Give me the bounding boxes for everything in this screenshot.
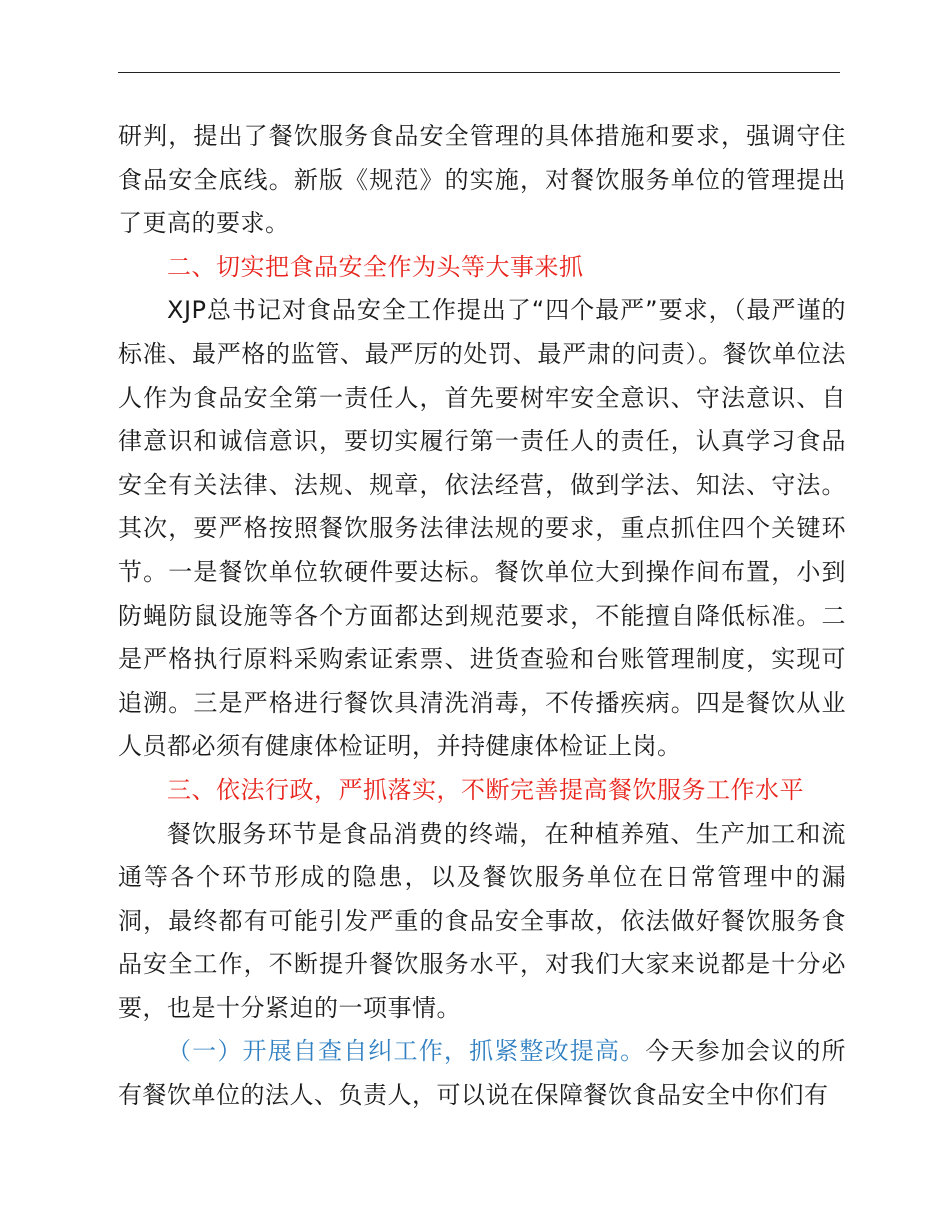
paragraph-subsection-1 (118, 1030, 846, 1117)
paragraph-continuation: 研判，提出了餐饮服务食品安全管理的具体措施和要求，强调守住食品安全底线。新版《规范》的实施，对餐饮服务单位的管理提出了更高的要求。 (118, 122, 846, 238)
section-heading-2: 二、切实把食品安全作为头等大事来抓 (167, 252, 584, 281)
subsection-body-1: 今天参加会议的所有餐饮单位的法人、负责人，可以说在保障餐饮食品安全中你们有 (118, 1037, 847, 1110)
paragraph-section-3: 餐饮服务环节是食品消费的终端，在种植养殖、生产加工和流通等各个环节形成的隐患，以及餐饮服务单位在日常管理中的漏洞，最终都有可能引发严重的食品安全事故，依法做好餐饮服务食品安全工作，不断提升餐饮服务水平，对我们大家来说都是十分必要，也是十分紧迫的一项事情。 (118, 819, 846, 1022)
section-heading-3: 三、依法行政，严抓落实，不断完善提高餐饮服务工作水平 (167, 775, 804, 804)
subsection-heading-1: （一）开展自查自纠工作，抓紧整改提高。 (167, 1037, 646, 1066)
header-rule (118, 72, 840, 73)
paragraph-section-2: XJP总书记对食品安全工作提出了“四个最严”要求，（最严谨的标准、最严格的监管、最严厉的处罚、最严肃的问责）。餐饮单位法人作为食品安全第一责任人，首先要树牢安全意识、守法意识、自律意识和诚信意识，要切实履行第一责任人的责任，认真学习食品安全有关法律、法规、规章，依法经营，做到学法、知法、守法。其次，要严格按照餐饮服务法律法规的要求，重点抓住四个关键环节。一是餐饮单位软硬件要达标。餐饮单位大到操作间布置，小到防蝇防鼠设施等各个方面都达到规范要求，不能擅自降低标准。二是严格执行原料采购索证索票、进货查验和台账管理制度，实现可追溯。三是严格进行餐饮具清洗消毒，不传播疾病。四是餐饮从业人员都必须有健康体检证明，并持健康体检证上岗。 (118, 296, 846, 761)
document-body (118, 115, 846, 1118)
